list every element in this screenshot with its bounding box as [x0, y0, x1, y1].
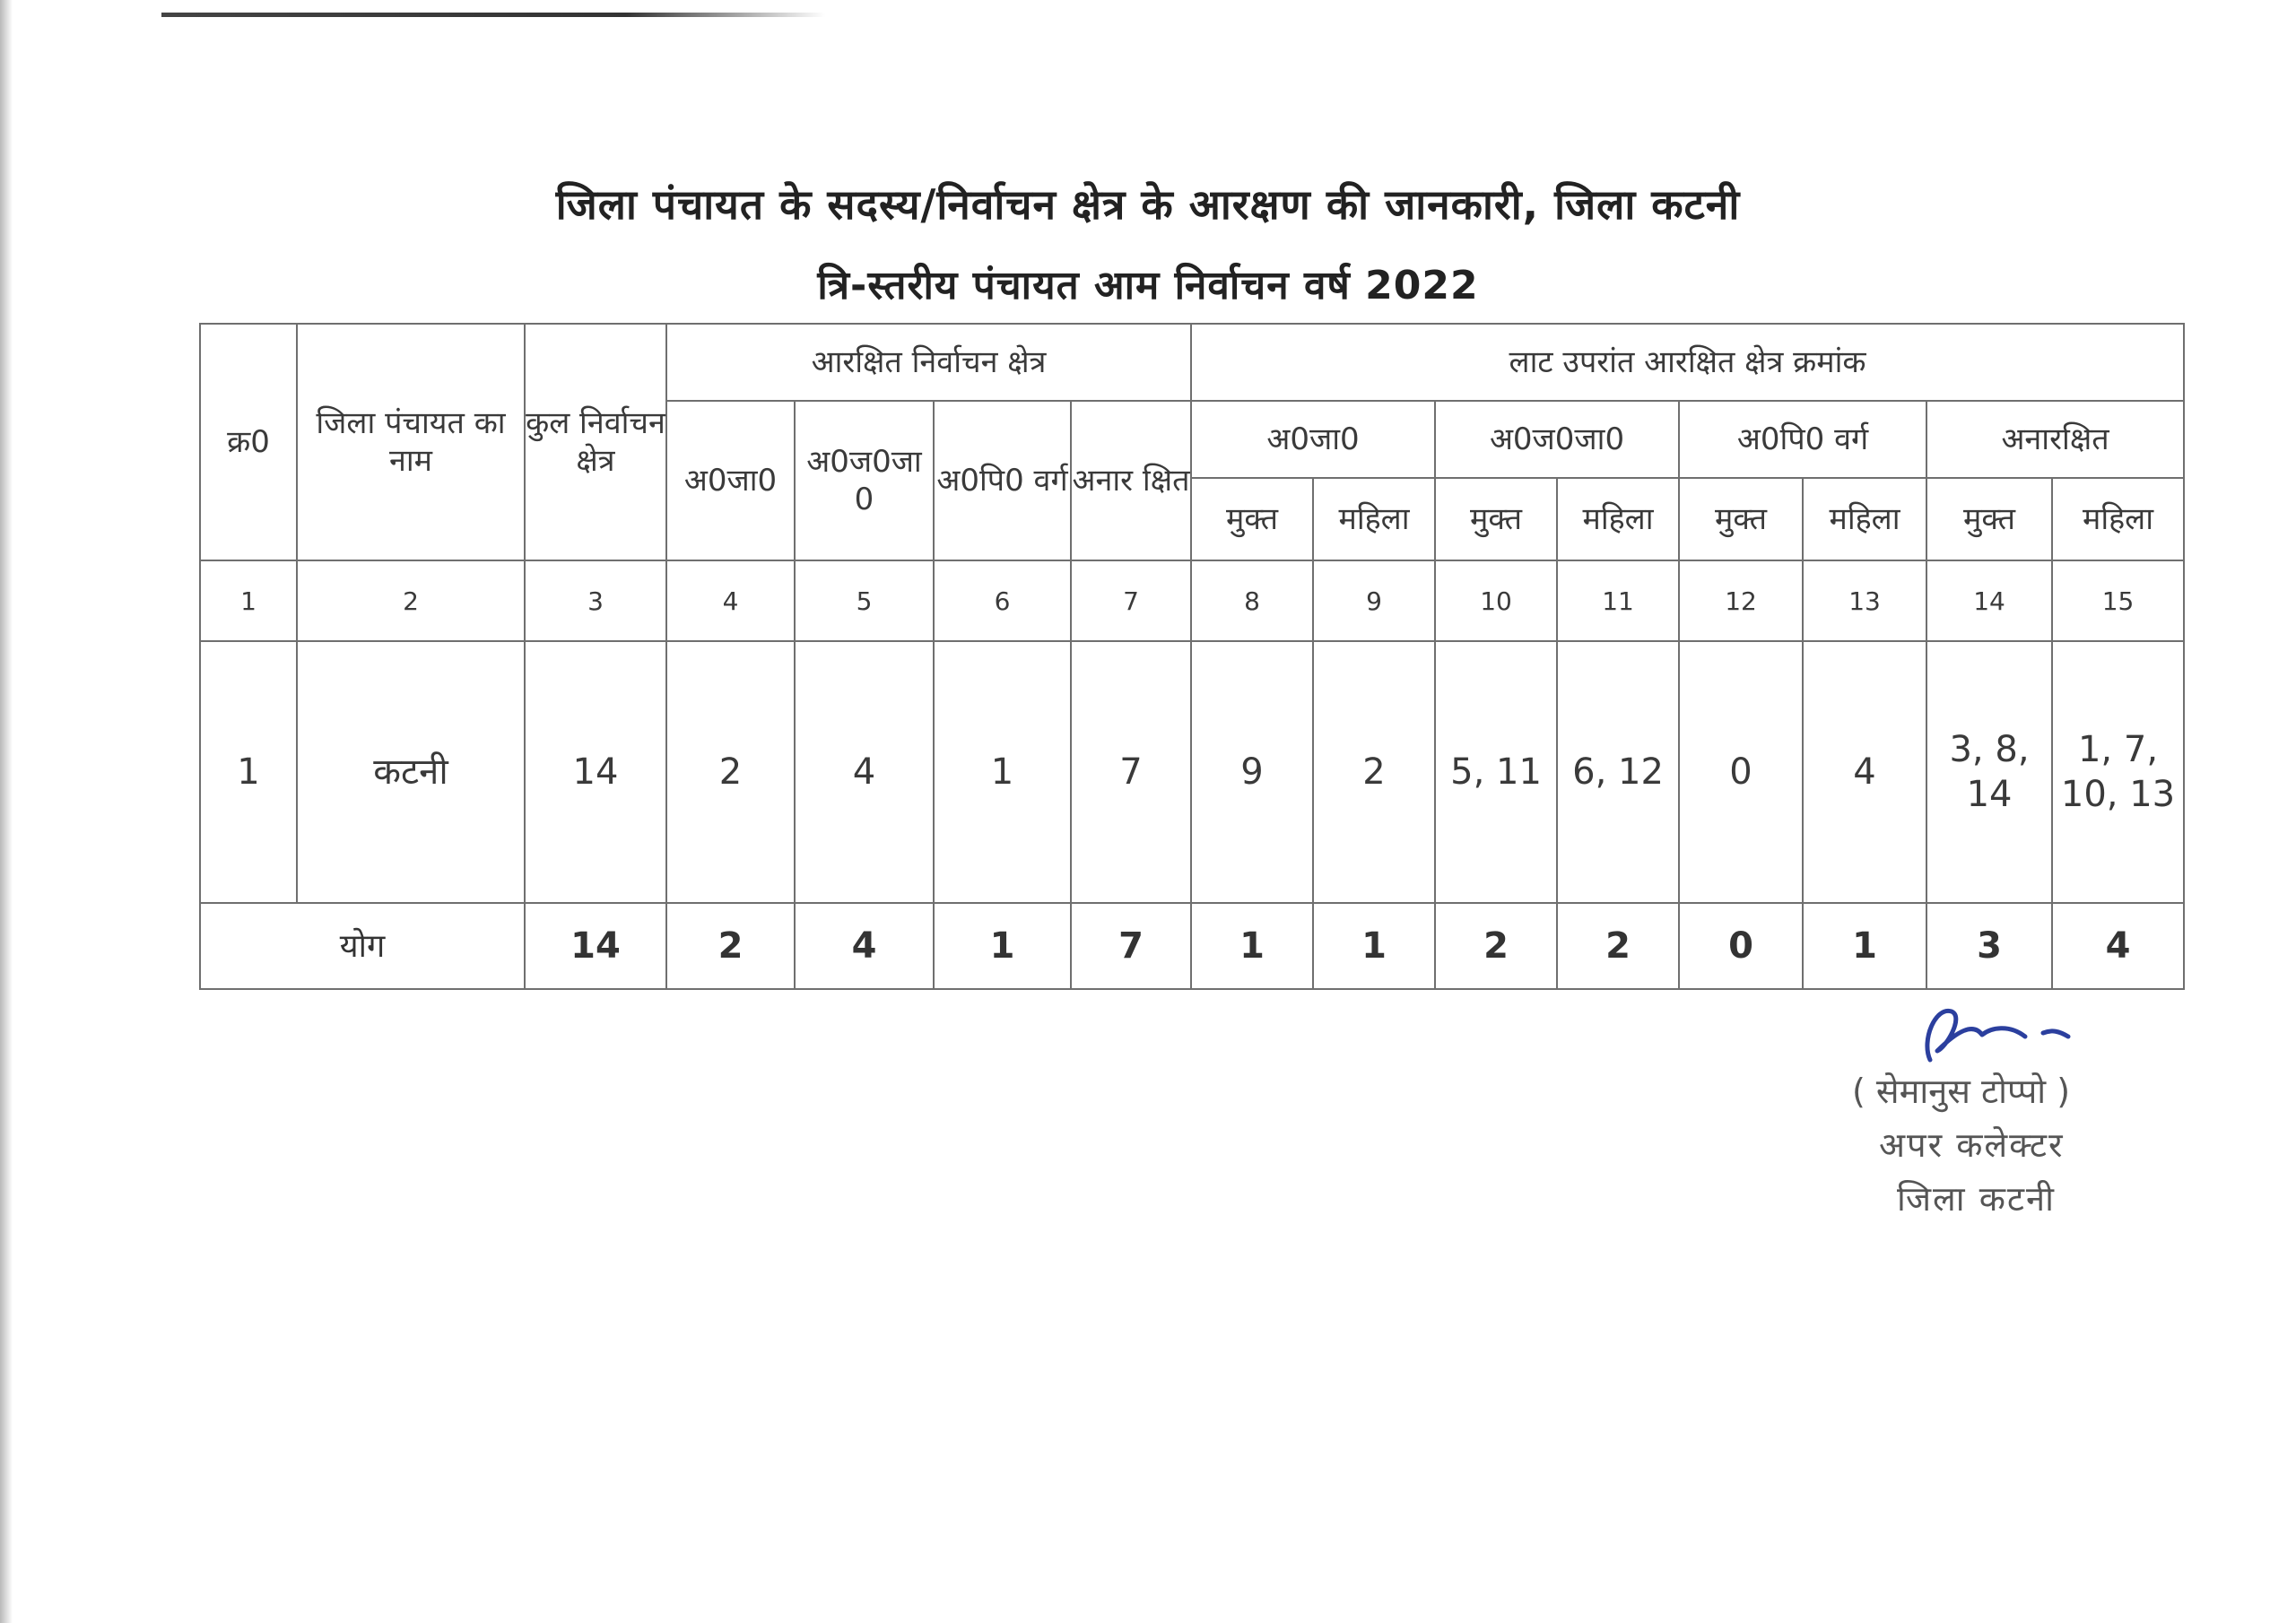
column-number: 14 — [1926, 560, 2052, 641]
cell-ur-women: 1, 7, 10, 13 — [2052, 641, 2184, 903]
column-number: 1 — [200, 560, 297, 641]
header-lottery-st: अ0ज0जा0 — [1435, 401, 1679, 478]
column-number-row — [200, 560, 2184, 641]
column-number: 11 — [1557, 560, 1679, 641]
column-number: 12 — [1679, 560, 1803, 641]
total-value: 2 — [1435, 903, 1557, 989]
totals-row — [200, 903, 2184, 989]
cell-unreserved: 7 — [1071, 641, 1191, 903]
header-ur-free: मुक्त — [1926, 478, 2052, 560]
header-obc-women: महिला — [1803, 478, 1926, 560]
total-value: 2 — [1557, 903, 1679, 989]
header-sc-women: महिला — [1313, 478, 1435, 560]
cell-obc: 1 — [934, 641, 1071, 903]
header-reserved-obc: अ0पि0 वर्ग — [934, 401, 1071, 560]
cell-sc-women: 2 — [1313, 641, 1435, 903]
column-number: 3 — [525, 560, 666, 641]
column-number: 15 — [2052, 560, 2184, 641]
scan-edge-shadow — [0, 0, 13, 1623]
column-number: 13 — [1803, 560, 1926, 641]
header-lottery-obc: अ0पि0 वर्ग — [1679, 401, 1926, 478]
header-st-women: महिला — [1557, 478, 1679, 560]
column-number: 9 — [1313, 560, 1435, 641]
cell-total: 14 — [525, 641, 666, 903]
header-total-constituencies: कुल निर्वाचन क्षेत्र — [525, 324, 666, 560]
header-lottery-group: लाट उपरांत आरक्षित क्षेत्र क्रमांक — [1191, 324, 2184, 401]
header-reserved-unreserved: अनार क्षित — [1071, 401, 1191, 560]
column-number: 10 — [1435, 560, 1557, 641]
header-ur-women: महिला — [2052, 478, 2184, 560]
reservation-table — [199, 323, 2185, 990]
cell-sc-free: 9 — [1191, 641, 1313, 903]
column-number: 8 — [1191, 560, 1313, 641]
top-rule — [161, 13, 825, 17]
signatory-name: ( सेमानुस टोप्पो ) — [1852, 1072, 2071, 1111]
signature-block — [1794, 995, 2170, 1228]
cell-sc: 2 — [666, 641, 795, 903]
total-value: 7 — [1071, 903, 1191, 989]
header-district-name: जिला पंचायत का नाम — [297, 324, 525, 560]
cell-serial: 1 — [200, 641, 297, 903]
column-number: 6 — [934, 560, 1071, 641]
header-st-free: मुक्त — [1435, 478, 1557, 560]
cell-st-women: 6, 12 — [1557, 641, 1679, 903]
totals-label: योग — [200, 903, 525, 989]
total-value: 0 — [1679, 903, 1803, 989]
header-reserved-group: आरक्षित निर्वाचन क्षेत्र — [666, 324, 1191, 401]
handwritten-signature — [1910, 995, 2090, 1067]
column-number: 4 — [666, 560, 795, 641]
signatory-place: जिला कटनी — [1897, 1179, 2056, 1219]
header-reserved-st: अ0ज0जा 0 — [795, 401, 934, 560]
table-row — [200, 641, 2184, 903]
total-value: 2 — [666, 903, 795, 989]
cell-obc-free: 0 — [1679, 641, 1803, 903]
cell-district-name: कटनी — [297, 641, 525, 903]
signatory-designation: अपर कलेक्टर — [1879, 1125, 2065, 1165]
column-number: 7 — [1071, 560, 1191, 641]
cell-st-free: 5, 11 — [1435, 641, 1557, 903]
header-lottery-sc: अ0जा0 — [1191, 401, 1435, 478]
total-value: 3 — [1926, 903, 2052, 989]
header-sc-free: मुक्त — [1191, 478, 1313, 560]
document-subtitle: त्रि-स्तरीय पंचायत आम निर्वाचन वर्ष 2022 — [817, 263, 1479, 308]
total-value: 4 — [795, 903, 934, 989]
total-value: 4 — [2052, 903, 2184, 989]
cell-st: 4 — [795, 641, 934, 903]
cell-obc-women: 4 — [1803, 641, 1926, 903]
header-reserved-sc: अ0जा0 — [666, 401, 795, 560]
column-number: 2 — [297, 560, 525, 641]
total-value: 1 — [934, 903, 1071, 989]
header-obc-free: मुक्त — [1679, 478, 1803, 560]
total-value: 1 — [1803, 903, 1926, 989]
cell-ur-free: 3, 8, 14 — [1926, 641, 2052, 903]
header-serial: क्र0 — [200, 324, 297, 560]
total-value: 14 — [525, 903, 666, 989]
column-number: 5 — [795, 560, 934, 641]
total-value: 1 — [1313, 903, 1435, 989]
document-title: जिला पंचायत के सदस्य/निर्वाचन क्षेत्र के आरक्षण की जानकारी, जिला कटनी — [555, 180, 1741, 229]
total-value: 1 — [1191, 903, 1313, 989]
header-lottery-unreserved: अनारक्षित — [1926, 401, 2184, 478]
